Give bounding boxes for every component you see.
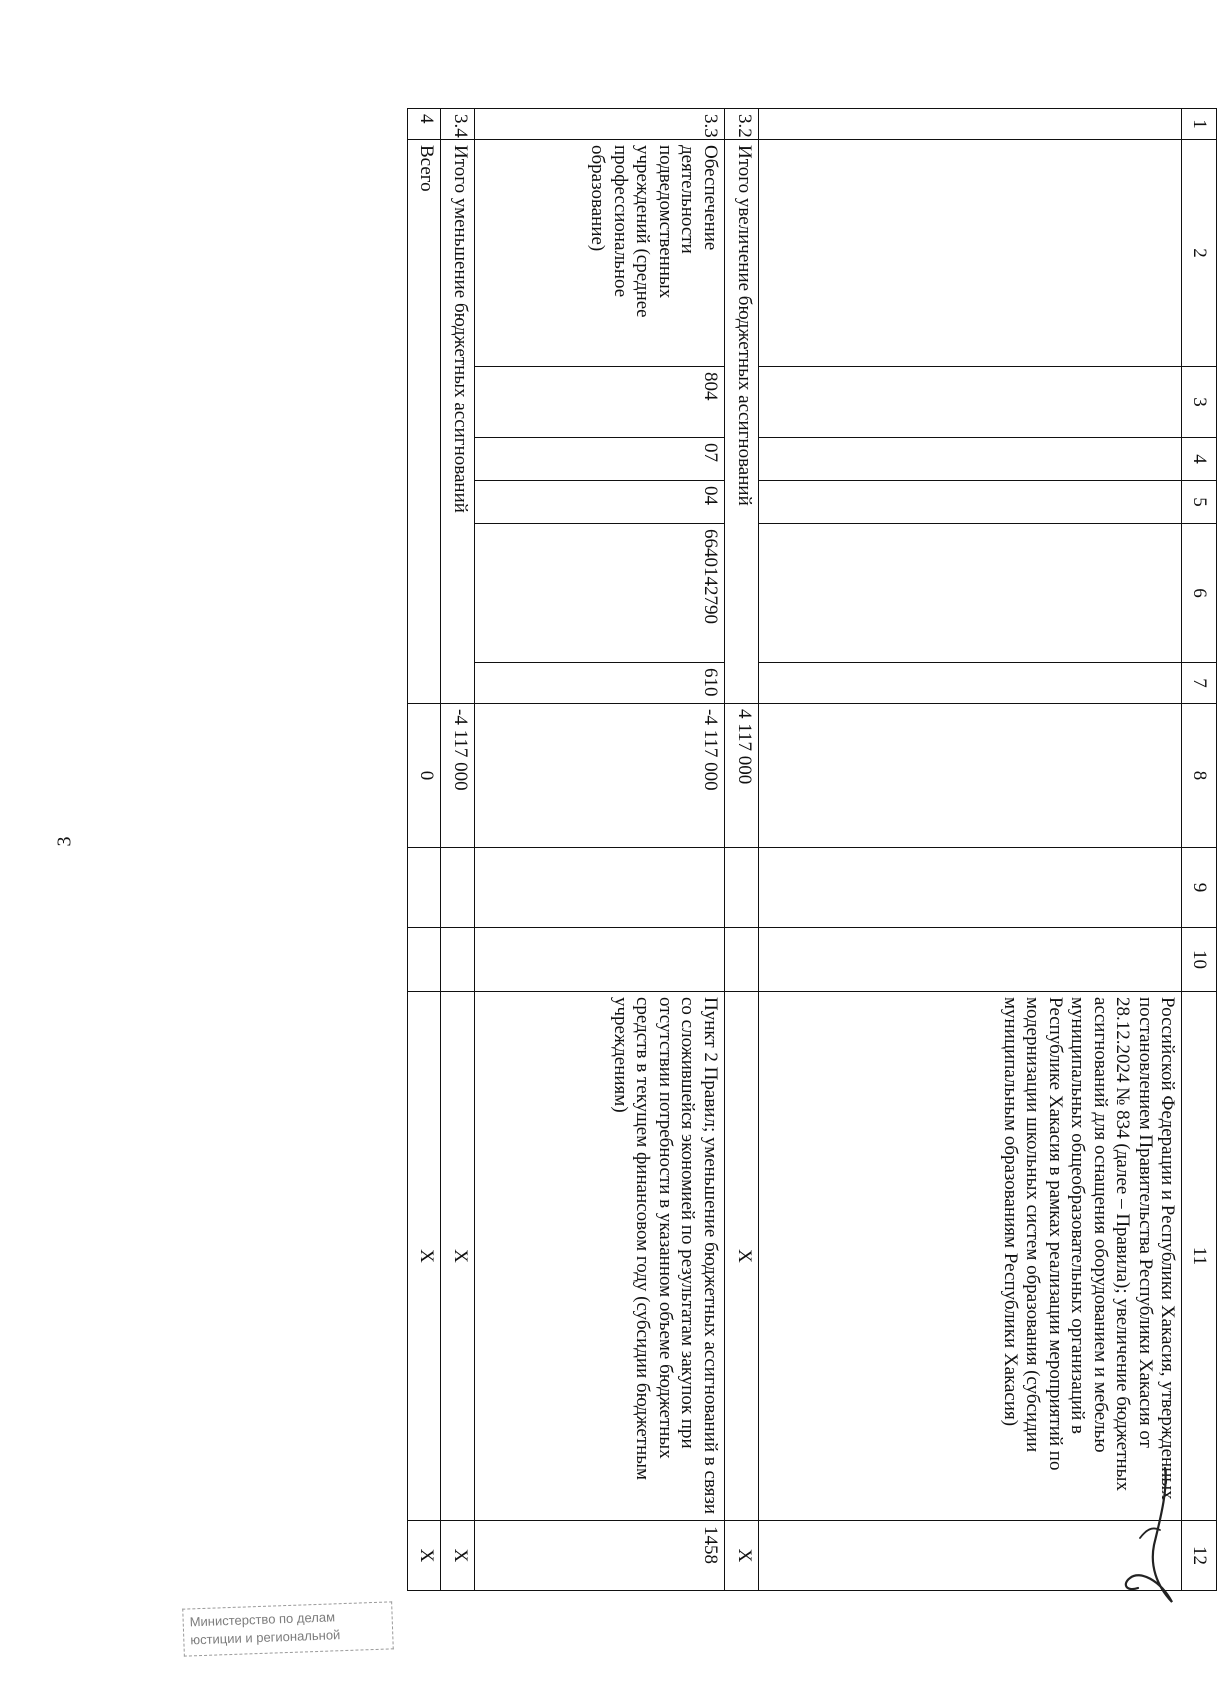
cell-x: Х <box>408 1521 441 1591</box>
header-cell: 1 <box>1182 109 1217 140</box>
cell-x: Х <box>724 992 759 1521</box>
header-cell: 9 <box>1182 848 1217 928</box>
row-number: 3.2 <box>724 109 759 140</box>
approval-stamp <box>182 1601 394 1656</box>
total-decrease-amount: -4 117 000 <box>440 704 475 848</box>
header-cell: 11 <box>1182 992 1217 1521</box>
table-row-3-4 <box>440 109 475 1591</box>
cell-x: Х <box>724 1521 759 1591</box>
expense-type-code: 610 <box>475 663 724 704</box>
header-cell: 4 <box>1182 438 1217 481</box>
subsection-code: 04 <box>475 481 724 524</box>
target-article-code: 6640142790 <box>475 524 724 663</box>
total-decrease-label: Итого уменьшение бюджетных ассигнований <box>440 140 475 704</box>
cell-x: Х <box>440 992 475 1521</box>
header-cell: 3 <box>1182 367 1217 438</box>
page-number: 3 <box>53 836 76 847</box>
basis-text: Пункт 2 Правил; уменьшение бюджетных ассигнований в связи со сложившейся экономией по результатам закупок при отсутствии потребности в указанном объеме бюджетных средств в текущем финансовом году (субсидии бюджетным учреждениям) <box>475 992 724 1521</box>
amount: -4 117 000 <box>475 704 724 848</box>
header-cell: 12 <box>1182 1521 1217 1591</box>
table-row-continuation <box>759 109 1182 1591</box>
handwritten-signature <box>1110 1460 1200 1610</box>
grand-total-label: Всего <box>408 140 441 704</box>
header-cell: 2 <box>1182 140 1217 367</box>
row-number: 3.3 <box>475 109 724 140</box>
cell-x: Х <box>440 1521 475 1591</box>
stamp-line: юстиции и региональной <box>190 1627 341 1648</box>
table-row-3-2 <box>724 109 759 1591</box>
header-row <box>1182 109 1217 1591</box>
continuation-text: Российской Федерации и Республики Хакасия, утвержденных постановлением Правительства Республики Хакасия от 28.12.2024 № 834 (далее – Правила); увеличение бюджетных ассигнований для оснащения оборудованием и мебелью муниципальных общеобразовательных организаций в Республике Хакасия в рамках реализации мероприятий по модернизации школьных систем образования (субсидии муниципальным образованиям Республики Хакасия) <box>759 992 1182 1521</box>
code-1458: 1458 <box>475 1521 724 1591</box>
row-number: 4 <box>408 109 441 140</box>
cell-x: Х <box>408 992 441 1521</box>
total-increase-amount: 4 117 000 <box>724 704 759 848</box>
table-row-4 <box>408 109 441 1591</box>
budget-table <box>407 108 1217 1591</box>
stamp-line: Министерство по делам <box>189 1609 336 1630</box>
header-cell: 10 <box>1182 928 1217 992</box>
grand-total-amount: 0 <box>408 704 441 848</box>
header-cell: 7 <box>1182 663 1217 704</box>
ministry-code: 804 <box>475 367 724 438</box>
table-row-3-3 <box>475 109 724 1591</box>
section-code: 07 <box>475 438 724 481</box>
header-cell: 8 <box>1182 704 1217 848</box>
header-cell: 6 <box>1182 524 1217 663</box>
header-cell: 5 <box>1182 481 1217 524</box>
total-increase-label: Итого увеличение бюджетных ассигнований <box>724 140 759 704</box>
rotated-table-container <box>407 108 1217 1590</box>
row-number: 3.4 <box>440 109 475 140</box>
expense-name: Обеспечение деятельности подведомственных учреждений (среднее профессиональное образование) <box>475 140 724 367</box>
